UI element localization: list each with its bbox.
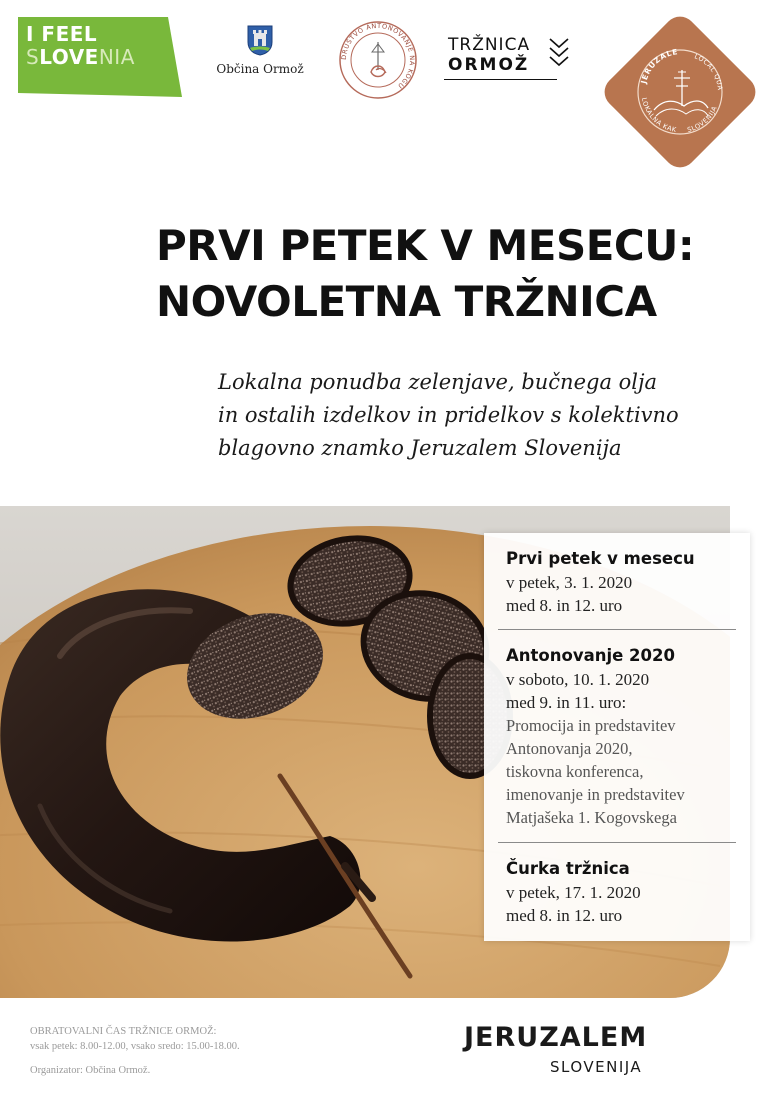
event-date: v petek, 17. 1. 2020 bbox=[506, 883, 641, 902]
event-curka-trznica bbox=[506, 857, 740, 927]
subtitle-line-1: Lokalna ponudba zelenjave, bučnega olja bbox=[218, 370, 658, 394]
event-desc-line: Matjašeka 1. Kogovskega bbox=[506, 808, 677, 827]
subtitle-line-3: blagovno znamko Jeruzalem Slovenija bbox=[218, 436, 622, 460]
antonovanje-seal-logo bbox=[338, 20, 418, 100]
jeruzalem-slovenija-logo bbox=[464, 1022, 664, 1082]
event-divider bbox=[498, 629, 736, 630]
event-divider bbox=[498, 842, 736, 843]
event-desc-line: Antonovanja 2020, bbox=[506, 739, 633, 758]
event-desc-line: Promocija in predstavitev bbox=[506, 716, 676, 735]
svg-text:DRUŠTVO ANTONOVANJE NA KOGU: DRUŠTVO ANTONOVANJE NA KOGU bbox=[339, 21, 417, 91]
event-desc-line: tiskovna konferenca, bbox=[506, 762, 644, 781]
event-time: med 8. in 12. uro bbox=[506, 596, 623, 615]
organizer-text: Organizator: Občina Ormož. bbox=[30, 1065, 151, 1076]
ormoz-label: ORMOŽ bbox=[448, 55, 530, 75]
obcina-label: Občina Ormož bbox=[216, 62, 304, 76]
event-desc-line: imenovanje in predstavitev bbox=[506, 785, 685, 804]
trznica-ormoz-logo bbox=[444, 33, 574, 83]
i-feel-text: I FEEL bbox=[26, 22, 98, 46]
chevron-stack-icon bbox=[548, 37, 570, 71]
page-title bbox=[156, 218, 756, 330]
event-time: med 9. in 11. uro: bbox=[506, 693, 627, 712]
events-panel bbox=[484, 533, 750, 941]
event-antonovanje bbox=[506, 644, 740, 829]
title-line-2: NOVOLETNA TRŽNICA bbox=[156, 277, 657, 326]
event-title: Antonovanje 2020 bbox=[506, 646, 675, 665]
svg-text:LOKALNA KAKOVOST: LOKALNA KAK bbox=[639, 96, 678, 135]
jeruzalem-wordmark: JERUZALEM bbox=[464, 1022, 648, 1053]
ormoz-crest-icon bbox=[246, 24, 274, 56]
subtitle bbox=[218, 366, 758, 465]
jeruzalem-local-quality-badge bbox=[602, 14, 762, 174]
event-prvi-petek bbox=[506, 547, 740, 617]
i-feel-slovenia-logo bbox=[18, 17, 182, 97]
slovenija-wordmark: SLOVENIJA bbox=[550, 1058, 643, 1076]
slovenia-text: SLOVENIA bbox=[26, 45, 135, 69]
event-time: med 8. in 12. uro bbox=[506, 906, 623, 925]
hours-text: vsak petek: 8.00-12.00, vsako sredo: 15.00-18.00. bbox=[30, 1041, 240, 1052]
svg-text:LOCAL QUALITY: LOCAL QUA bbox=[693, 52, 725, 92]
jeruzalem-badge-icon bbox=[602, 14, 762, 174]
antonovanje-seal-icon bbox=[338, 20, 418, 100]
event-date: v petek, 3. 1. 2020 bbox=[506, 573, 633, 592]
event-title: Prvi petek v mesecu bbox=[506, 549, 695, 568]
svg-text:SLOVENIJA: SLOVENIJA bbox=[686, 104, 719, 135]
footer-info bbox=[30, 1024, 360, 1078]
obcina-ormoz-logo bbox=[205, 24, 315, 88]
svg-text:JERUZALEM: JERUZALE bbox=[639, 47, 679, 85]
title-line-1: PRVI PETEK V MESECU: bbox=[156, 221, 695, 270]
event-title: Čurka tržnica bbox=[506, 859, 630, 878]
trznica-label: TRŽNICA bbox=[448, 35, 531, 55]
hours-title: OBRATOVALNI ČAS TRŽNICE ORMOŽ: bbox=[30, 1026, 217, 1037]
event-date: v soboto, 10. 1. 2020 bbox=[506, 670, 650, 689]
subtitle-line-2: in ostalih izdelkov in pridelkov s kolektivno bbox=[218, 403, 679, 427]
trznica-underline bbox=[444, 79, 557, 80]
